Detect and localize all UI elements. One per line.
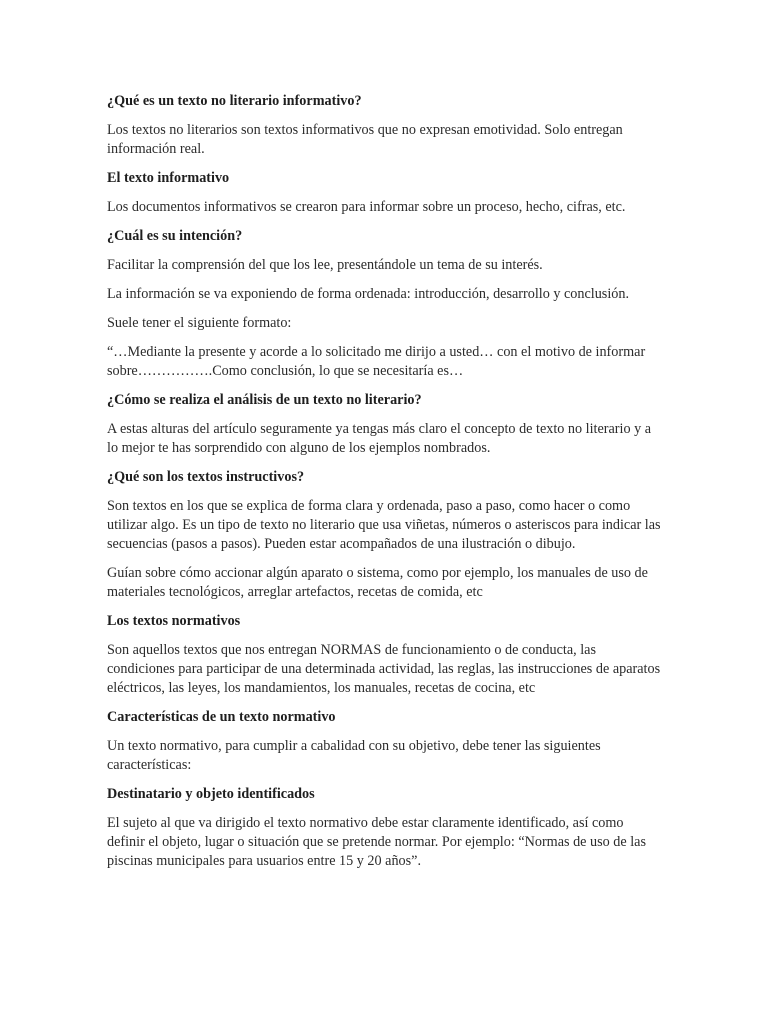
heading-textos-normativos: Los textos normativos (107, 613, 241, 629)
paragraph: Los documentos informativos se crearon para informar sobre un proceso, hecho, cifras, etc. (107, 199, 626, 215)
paragraph: Guían sobre cómo accionar algún aparato o sistema, como por ejemplo, los manuales de uso de materiales tecnológicos, arreglar artefactos, recetas de comida, etc (107, 565, 648, 600)
paragraph: La información se va exponiendo de forma ordenada: introducción, desarrollo y conclusión. (107, 286, 630, 302)
heading-analisis: ¿Cómo se realiza el análisis de un texto no literario? (107, 392, 422, 408)
paragraph: Suele tener el siguiente formato: (107, 315, 292, 331)
paragraph: Son aquellos textos que nos entregan NORMAS de funcionamiento o de conducta, las condiciones para participar de una determinada actividad, las reglas, las instrucciones de aparatos eléctricos, las leyes, los mandamientos, los manuales, recetas de cocina, etc (107, 642, 661, 696)
heading-intencion: ¿Cuál es su intención? (107, 228, 243, 244)
paragraph: A estas alturas del artículo seguramente ya tengas más claro el concepto de texto no literario y a lo mejor te has sorprendido con alguno de los ejemplos nombrados. (107, 421, 652, 456)
quote-paragraph: “…Mediante la presente y acorde a lo solicitado me dirijo a usted… con el motivo de informar sobre…………….Como conclusión, lo que se necesitaría es… (107, 344, 646, 379)
paragraph: Un texto normativo, para cumplir a cabalidad con su objetivo, debe tener las siguientes características: (107, 738, 601, 773)
heading-texto-informativo: El texto informativo (107, 170, 230, 186)
paragraph: El sujeto al que va dirigido el texto normativo debe estar claramente identificado, así como definir el objeto, lugar o situación que se pretende normar. Por ejemplo: “Normas de uso de las piscinas municipales para usuarios entre 15 y 20 años”. (107, 815, 646, 869)
paragraph: Facilitar la comprensión del que los lee, presentándole un tema de su interés. (107, 257, 543, 273)
heading-destinatario-objeto: Destinatario y objeto identificados (107, 786, 315, 802)
document-body (107, 92, 663, 881)
heading-caracteristicas: Características de un texto normativo (107, 709, 336, 725)
paragraph: Los textos no literarios son textos informativos que no expresan emotividad. Solo entregan información real. (107, 122, 623, 157)
heading-que-es-texto-no-literario: ¿Qué es un texto no literario informativo? (107, 93, 362, 109)
paragraph: Son textos en los que se explica de forma clara y ordenada, paso a paso, como hacer o como utilizar algo. Es un tipo de texto no literario que usa viñetas, números o asteriscos para indicar las secuencias (pasos a pasos). Pueden estar acompañados de una ilustración o dibujo. (107, 498, 661, 552)
heading-textos-instructivos: ¿Qué son los textos instructivos? (107, 469, 305, 485)
